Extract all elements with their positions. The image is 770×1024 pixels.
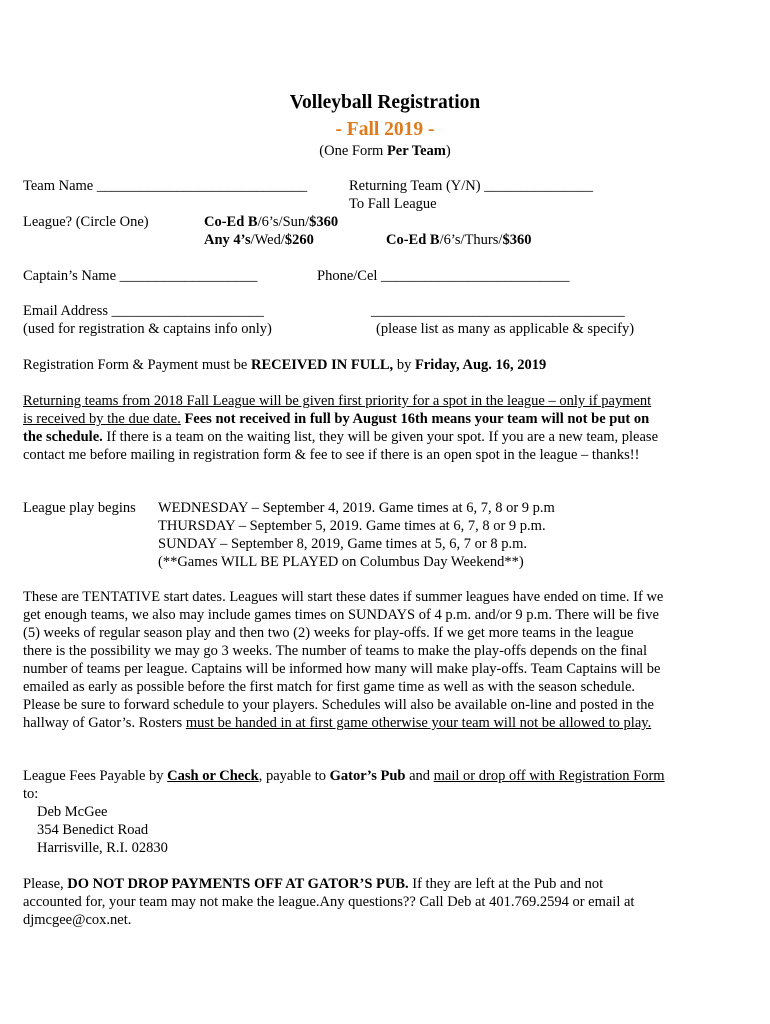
- form-note-bold: Per Team: [386, 143, 446, 159]
- returning-team-sublabel: To Fall League: [349, 196, 437, 212]
- league-option-any4-wed-name: Any 4’s: [204, 232, 251, 248]
- captain-name-blank[interactable]: ___________________: [119, 268, 258, 284]
- league-option-any4-wed-price: $260: [284, 232, 314, 248]
- priority-bold: Fees not received in full by August 16th means your team will not be put on the schedule.: [23, 411, 650, 445]
- schedule-line-wednesday: WEDNESDAY – September 4, 2019. Game times at 6, 7, 8 or 9 p.m: [158, 500, 555, 516]
- deadline-mid: by: [393, 357, 415, 373]
- fees-and: and: [405, 768, 434, 784]
- league-label: League? (Circle One): [23, 214, 149, 230]
- deadline-text: [23, 356, 546, 374]
- email-label: Email Address: [23, 303, 108, 319]
- returning-team-field[interactable]: [349, 177, 593, 195]
- schedule-line-columbus: (**Games WILL BE PLAYED on Columbus Day Weekend**): [158, 554, 524, 570]
- league-option-coed-thurs-price: $360: [502, 232, 532, 248]
- email-field[interactable]: [23, 302, 264, 320]
- address-city: Harrisville, R.I. 02830: [37, 840, 168, 856]
- fees-pre: League Fees Payable by: [23, 768, 168, 784]
- league-option-coed-sun-price: $360: [309, 214, 339, 230]
- phone-field[interactable]: [317, 267, 570, 285]
- league-option-any4-wed-detail: /Wed/: [250, 232, 285, 248]
- team-name-label: Team Name: [23, 178, 94, 194]
- fees-payee: Gator’s Pub: [329, 768, 406, 784]
- deadline-date: Friday, Aug. 16, 2019: [414, 357, 547, 373]
- returning-team-blank[interactable]: _______________: [484, 178, 593, 194]
- form-note-pre: (One Form: [319, 143, 387, 159]
- tentative-underlined: must be handed in at first game otherwise your team will not be allowed to play.: [185, 715, 652, 731]
- schedule-label: League play begins: [23, 500, 136, 516]
- page-title: Volleyball Registration: [289, 92, 481, 113]
- form-note-post: ): [445, 143, 451, 159]
- form-note: [0, 142, 770, 160]
- phone-label: Phone/Cel: [317, 268, 378, 284]
- fees-post: to:: [23, 786, 39, 802]
- closing-pre: Please,: [23, 876, 68, 892]
- tentative-paragraph: [23, 588, 665, 732]
- league-option-coed-sun-name: Co-Ed B: [204, 214, 258, 230]
- league-option-coed-thurs[interactable]: [386, 231, 531, 249]
- team-name-blank[interactable]: _____________________________: [96, 178, 308, 194]
- email-note: (used for registration & captains info only): [23, 321, 272, 337]
- league-option-coed-thurs-detail: /6’s/Thurs/: [439, 232, 503, 248]
- returning-team-label: Returning Team (Y/N): [349, 178, 481, 194]
- captain-name-field[interactable]: [23, 267, 257, 285]
- league-option-any4-wed[interactable]: [204, 231, 314, 249]
- league-option-coed-thurs-name: Co-Ed B: [386, 232, 440, 248]
- deadline-pre: Registration Form & Payment must be: [23, 357, 251, 373]
- priority-paragraph: [23, 392, 659, 464]
- priority-rest: If there is a team on the waiting list, they will be given your spot. If you are a new team, please contact me before mailing in registration form & fee to see if there is an open spot in the league – thanks!!: [23, 429, 659, 463]
- team-name-field[interactable]: [23, 177, 307, 195]
- season-subtitle: - Fall 2019 -: [335, 119, 435, 140]
- league-option-coed-sun-detail: /6’s/Sun/: [257, 214, 310, 230]
- closing-bold: DO NOT DROP PAYMENTS OFF AT GATOR’S PUB.: [67, 876, 409, 892]
- fees-delivery: mail or drop off with Registration Form: [433, 768, 665, 784]
- priority-underlined: Returning teams from 2018 Fall League will be given first priority for a spot in the league – only if payment is received by the due date.: [23, 393, 652, 427]
- phone-blank[interactable]: __________________________: [381, 268, 570, 284]
- address-street: 354 Benedict Road: [37, 822, 149, 838]
- fees-paragraph: [23, 767, 665, 803]
- email-blank[interactable]: _____________________: [111, 303, 264, 319]
- fees-mid: , payable to: [258, 768, 330, 784]
- closing-paragraph: [23, 875, 663, 929]
- tentative-text: These are TENTATIVE start dates. Leagues will start these dates if summer leagues have ended on time. If we get enough teams, we also may include games times on SUNDAYS of 4 p.m. and/or 9 p.m. There will be five (5) weeks of regular season play and then two (2) weeks for play-offs. If we get more teams in the league there is the possibility we may go 3 weeks. The number of teams to make the play-offs depends on the final number of teams per league. Captains will be informed how many will make play-offs. Team Captains will be emailed as early as possible before the first match for first game time as well as with the season schedule. Please be sure to forward schedule to your players. Schedules will also be available on-line and posted in the hallway of Gator’s. Rosters: [23, 589, 664, 731]
- email-note-secondary: (please list as many as applicable & specify): [376, 321, 635, 337]
- schedule-line-sunday: SUNDAY – September 8, 2019, Game times at 5, 6, 7 or 8 p.m.: [158, 536, 528, 552]
- address-name: Deb McGee: [37, 804, 108, 820]
- email-blank-secondary[interactable]: ___________________________________: [371, 303, 625, 319]
- deadline-received: RECEIVED IN FULL,: [250, 357, 394, 373]
- fees-method: Cash or Check: [167, 768, 259, 784]
- captain-name-label: Captain’s Name: [23, 268, 117, 284]
- league-option-coed-sun[interactable]: [204, 213, 338, 231]
- schedule-line-thursday: THURSDAY – September 5, 2019. Game times at 6, 7, 8 or 9 p.m.: [158, 518, 546, 534]
- closing-rest: If they are left at the Pub and not accounted for, your team may not make the league.Any questions?? Call Deb at 401.769.2594 or email at djmcgee@cox.net.: [23, 876, 635, 928]
